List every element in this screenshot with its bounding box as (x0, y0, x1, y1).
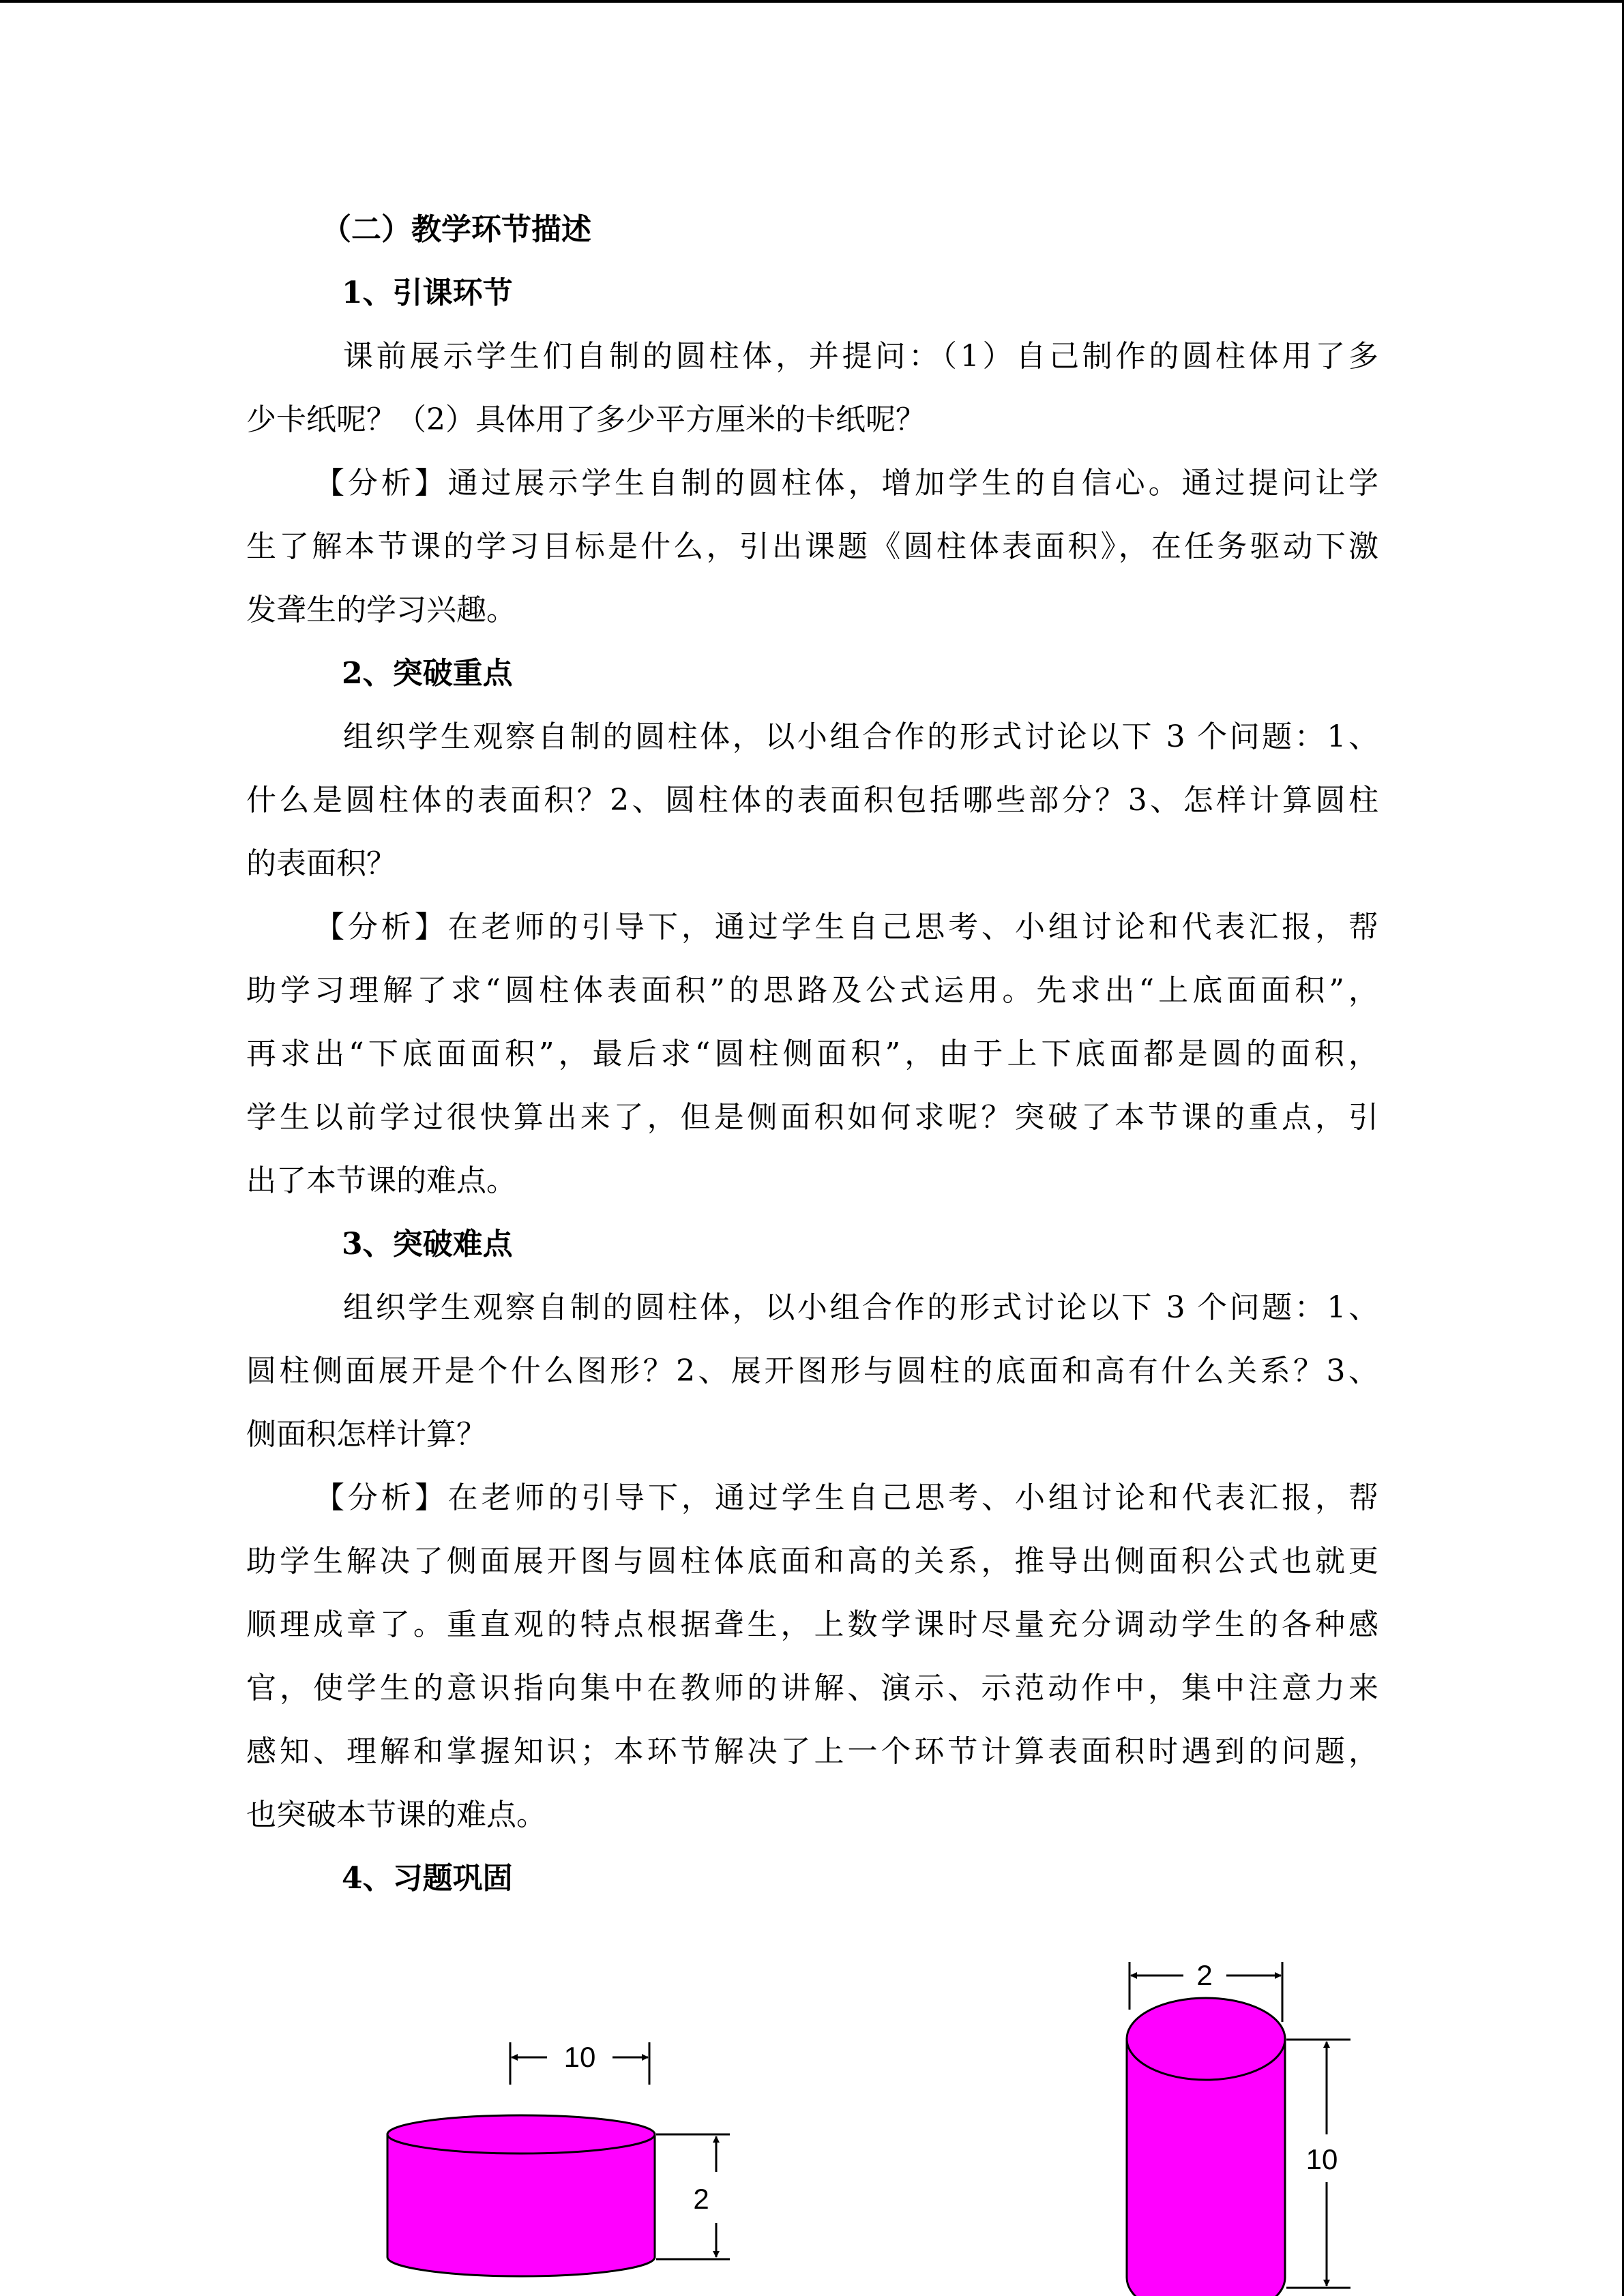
section-1-para-line: 课前展示学生们自制的圆柱体，并提问：（1）自己制作的圆柱体用了多 (343, 339, 1378, 374)
section-2-analysis-line: 【分析】在老师的引导下，通过学生自己思考、小组讨论和代表汇报，帮 (314, 910, 1378, 944)
section-2-analysis-line: 学生以前学过很快算出来了，但是侧面积如何求呢？突破了本节课的重点，引 (246, 1100, 1378, 1135)
cylinder-top (1127, 1998, 1285, 2080)
document-body (246, 198, 1378, 1910)
cylinder-side (387, 2134, 655, 2276)
cylinder-top (387, 2115, 655, 2153)
section-3-analysis-line: 感知、理解和掌握知识；本环节解决了上一个环节计算表面积时遇到的问题， (246, 1734, 1378, 1769)
section-3-analysis-line: 官，使学生的意识指向集中在教师的讲解、演示、示范动作中，集中注意力来 (246, 1671, 1378, 1705)
section-3-analysis-line: 也突破本节课的难点。 (246, 1798, 546, 1832)
diameter-label: 10 (563, 2041, 596, 2073)
section-2-para-line: 组织学生观察自制的圆柱体，以小组合作的形式讨论以下 3 个问题：1、 (343, 719, 1378, 754)
section-2-analysis-line: 出了本节课的难点。 (246, 1163, 516, 1198)
section-1-analysis-line: 发聋生的学习兴趣。 (246, 593, 516, 627)
section-3-analysis-line: 【分析】在老师的引导下，通过学生自己思考、小组讨论和代表汇报，帮 (314, 1480, 1378, 1515)
section-2-para-line: 的表面积？ (246, 846, 396, 881)
section-1-heading: 1、引课环节 (342, 275, 513, 310)
section-1-analysis-line: 生了解本节课的学习目标是什么，引出课题《圆柱体表面积》，在任务驱动下激 (246, 529, 1378, 564)
section-2-heading: 2、突破重点 (342, 656, 513, 691)
section-2-analysis-line: 再求出“下底面面积”，最后求“圆柱侧面积”，由于上下底面都是圆的面积， (246, 1037, 1378, 1071)
section-3-para-line: 圆柱侧面展开是个什么图形？2、展开图形与圆柱的底面和高有什么关系？3、 (246, 1354, 1378, 1388)
section-1-para-line: 少卡纸呢？（2）具体用了多少平方厘米的卡纸呢？ (246, 402, 926, 437)
diameter-label: 2 (1196, 1959, 1213, 1991)
height-label: 10 (1305, 2143, 1338, 2175)
section-3-heading: 3、突破难点 (342, 1227, 513, 1262)
section-3-analysis-line: 顺理成章了。重直观的特点根据聋生，上数学课时尽量充分调动学生的各种感 (246, 1607, 1378, 1642)
section-2-analysis-line: 助学习理解了求“圆柱体表面积”的思路及公式运用。先求出“上底面面积”， (246, 973, 1378, 1008)
section-2-para-line: 什么是圆柱体的表面积？2、圆柱体的表面积包括哪些部分？3、怎样计算圆柱 (246, 783, 1378, 818)
page-top-border (0, 0, 1624, 3)
section-1-analysis-line: 【分析】通过展示学生自制的圆柱体，增加学生的自信心。通过提问让学 (314, 466, 1378, 501)
section-3-para-line: 侧面积怎样计算？ (246, 1417, 486, 1452)
height-label: 2 (693, 2183, 709, 2215)
cylinder-figure-tall (1105, 1947, 1371, 2296)
section-title: （二）教学环节描述 (321, 212, 591, 247)
section-3-para-line: 组织学生观察自制的圆柱体，以小组合作的形式讨论以下 3 个问题：1、 (343, 1290, 1378, 1325)
section-3-analysis-line: 助学生解决了侧面展开图与圆柱体底面和高的关系，推导出侧面积公式也就更 (246, 1544, 1378, 1579)
section-4-heading: 4、习题巩固 (342, 1861, 513, 1896)
cylinder-figure-wide (368, 2029, 750, 2296)
